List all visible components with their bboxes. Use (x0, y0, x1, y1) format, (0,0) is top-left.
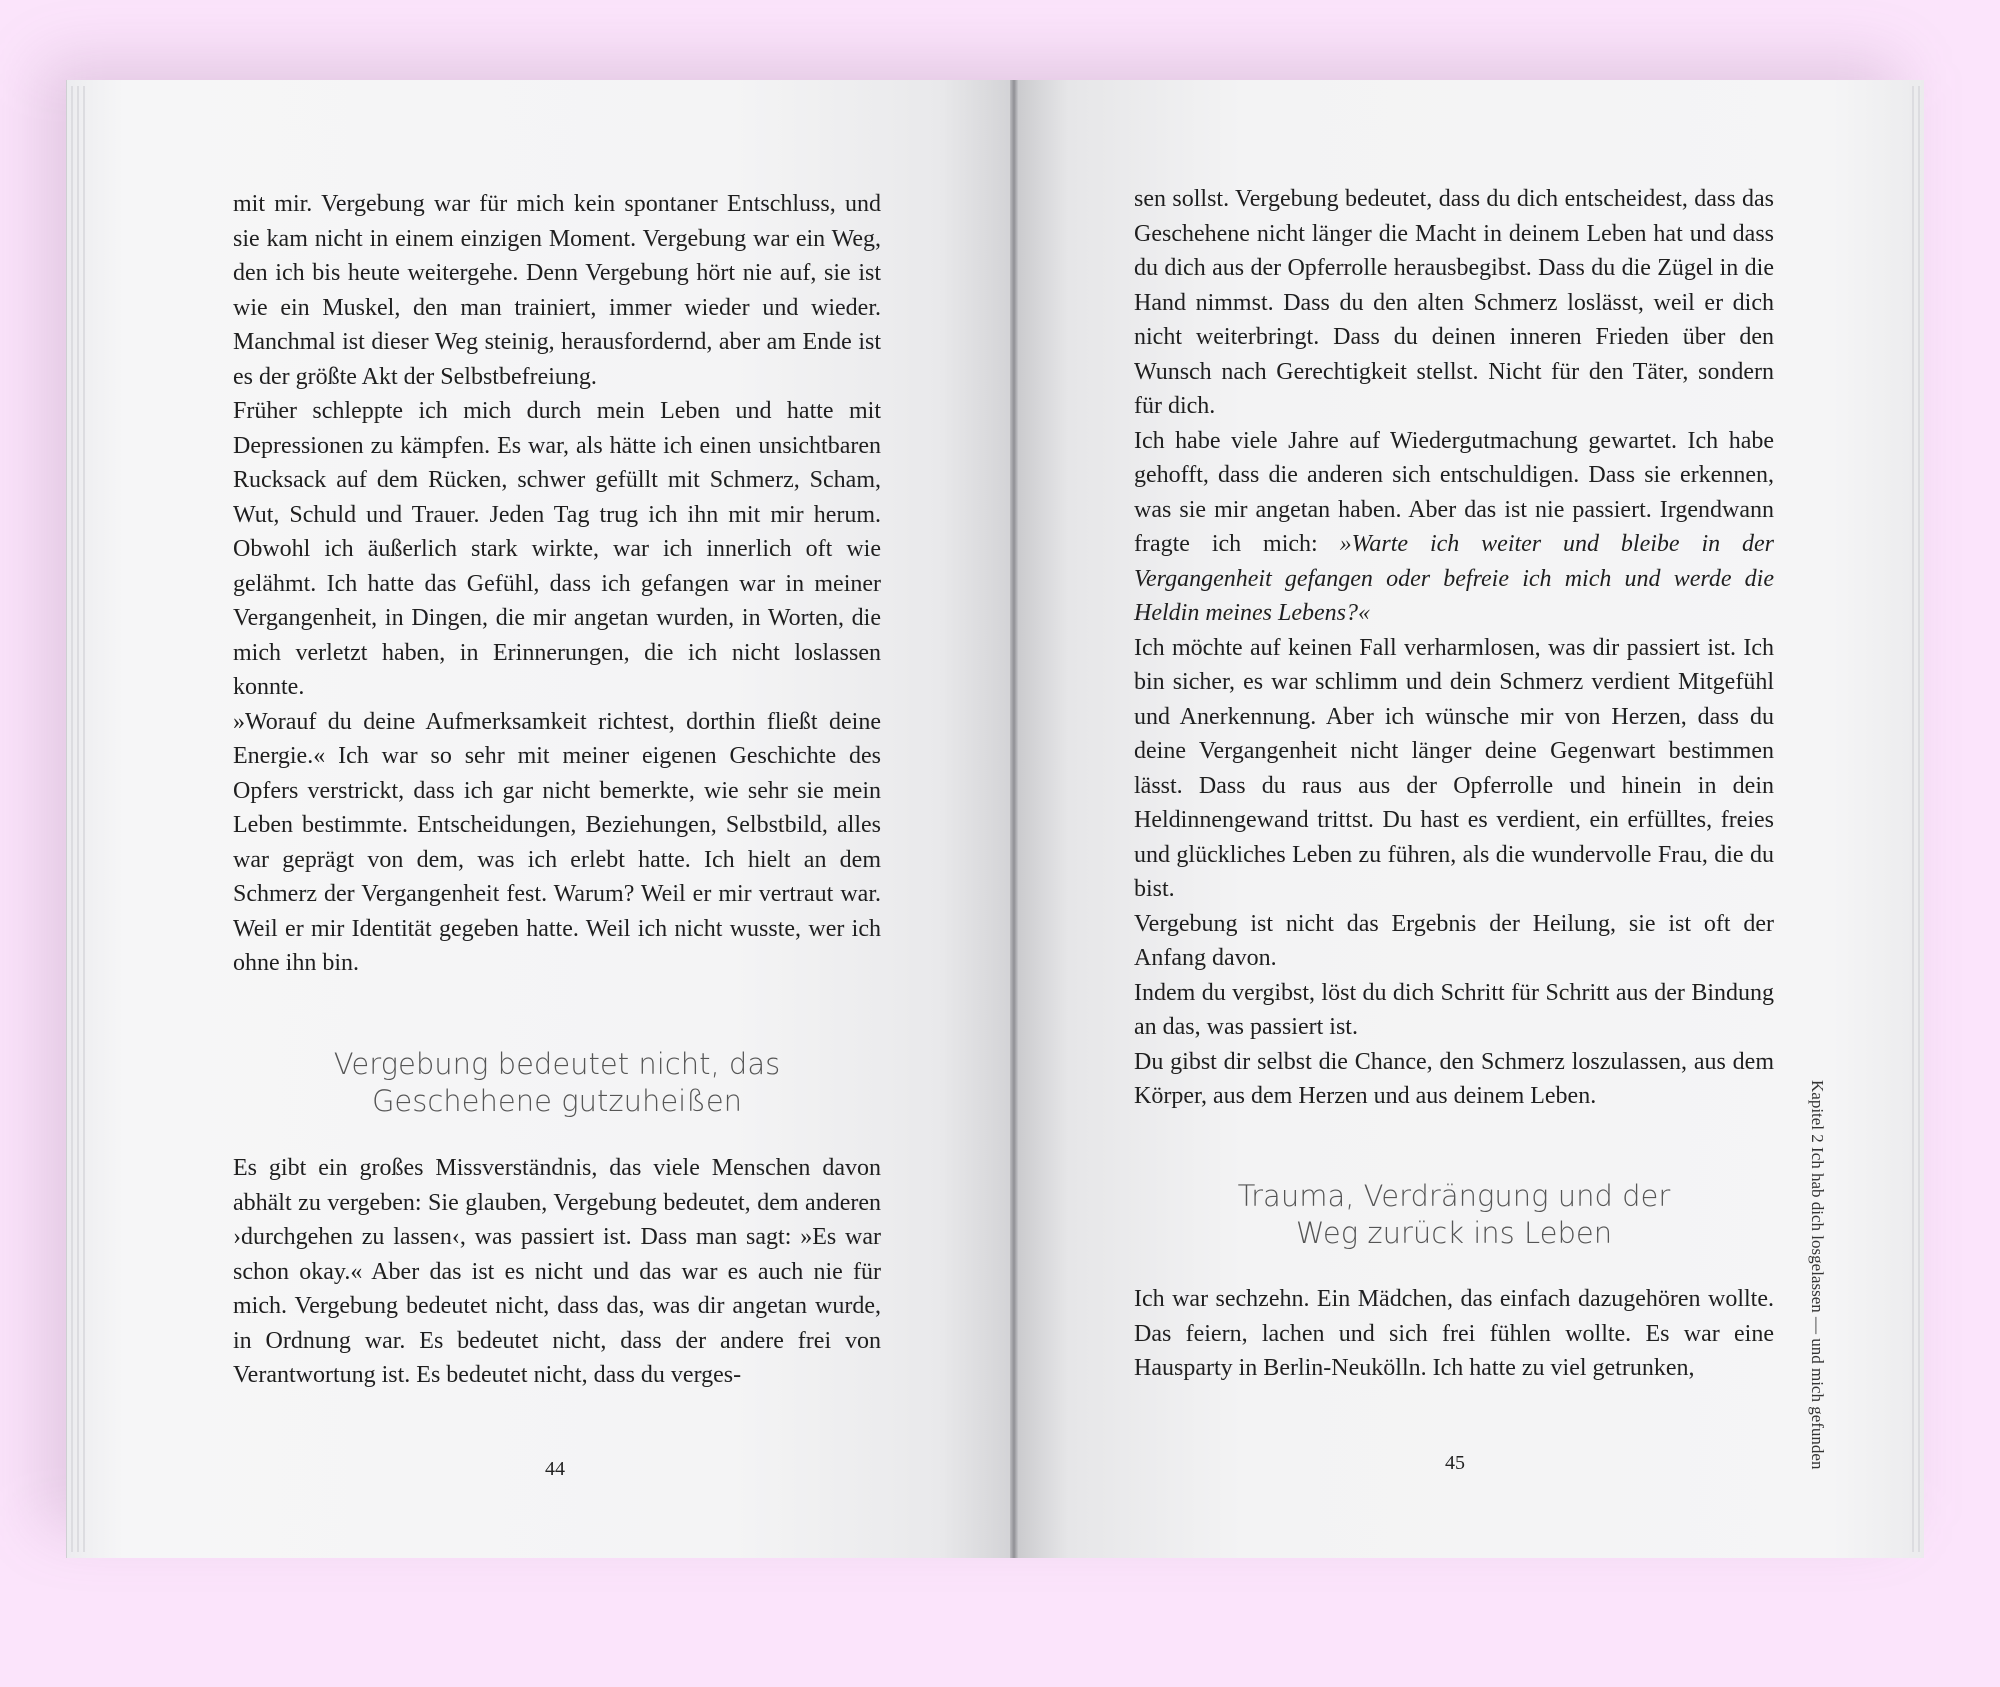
paragraph-text: Ich habe viele Jahre auf Wiedergutmachung gewartet. Ich habe gehofft, dass die anderen sich entschuldigen. Dass sie erkennen, was sie mir angetan haben. Aber das ist nie passiert. Irgendwann fragte ich mich: (1134, 427, 1774, 557)
paragraph: »Worauf du deine Aufmerksamkeit richtest, dorthin fließt deine Energie.« Ich war so sehr mit meiner eigenen Geschichte des Opfers verstrickt, dass ich gar nicht bemerkte, wie sehr sie mein Leben bestimmte. Entscheidungen, Beziehungen, Selbstbild, alles war geprägt von dem, was ich erlebt hatte. Ich hielt an dem Schmerz der Vergangenheit fest. Warum? Weil er mir vertraut war. Weil er mir Identität gegeben hatte. Weil ich nicht wusste, wer ich ohne ihn bin. (233, 708, 881, 976)
right-body-bottom (1134, 1282, 1774, 1386)
paragraph: Ich war sechzehn. Ein Mädchen, das einfach dazugehören wollte. Das feiern, lachen und sich frei fühlen wollte. Es war eine Hausparty in Berlin-Neukölln. Ich hatte zu viel getrunken, (1134, 1286, 1774, 1381)
left-body-bottom (233, 1151, 881, 1393)
page-edge (1912, 86, 1914, 1552)
open-book (66, 80, 1924, 1558)
section-heading (233, 1046, 881, 1120)
italic-quote: »Warte ich weiter und bleibe in der Vergangenheit gefangen oder befreie ich mich und werde die Heldin meines Lebens?« (1134, 531, 1775, 626)
section-heading (1134, 1178, 1774, 1252)
page-edge (71, 86, 73, 1552)
paragraph: Früher schleppte ich mich durch mein Leben und hatte mit Depressionen zu kämpfen. Es war, als hätte ich einen unsichtbaren Rucksack auf dem Rücken, schwer gefüllt mit Schmerz, Scham, Wut, Schuld und Trauer. Jeden Tag trug ich ihn mit mir herum. Obwohl ich äußerlich stark wirkte, war ich innerlich oft wie gelähmt. Ich hatte das Gefühl, dass ich gefangen war in meiner Vergangenheit, in Dingen, die mir angetan wurden, in Worten, die mich verletzt haben, in Erinnerungen, die ich nicht loslassen konnte. (233, 398, 881, 700)
left-body-top (233, 187, 881, 981)
left-page (66, 80, 1015, 1558)
page-number: 44 (545, 1458, 565, 1480)
page-edge (1918, 86, 1920, 1552)
right-page (1014, 80, 1924, 1558)
heading-line: Weg zurück ins Leben (1295, 1216, 1613, 1250)
page-edge (83, 86, 85, 1552)
paragraph-with-quote (1134, 424, 1774, 631)
paragraph: Indem du vergibst, löst du dich Schritt für Schritt aus der Bindung an das, was passiert ist. (1134, 979, 1774, 1040)
heading-line: Vergebung bedeutet nicht, das (333, 1047, 781, 1081)
running-header: Kapitel 2 Ich hab dich losgelassen — und mich gefunden (1808, 1080, 1827, 1470)
paragraph: Vergebung ist nicht das Ergebnis der Heilung, sie ist oft der Anfang davon. (1134, 910, 1774, 971)
page-edge (77, 86, 79, 1552)
heading-line: Trauma, Verdrängung und der (1237, 1179, 1671, 1213)
heading-line: Geschehene gutzuheißen (371, 1084, 743, 1118)
paragraph: Du gibst dir selbst die Chance, den Schmerz loszulassen, aus dem Körper, aus dem Herzen und aus deinem Leben. (1134, 1048, 1774, 1109)
book-spine (1010, 80, 1018, 1558)
right-body-top (1134, 182, 1774, 1114)
paragraph: mit mir. Vergebung war für mich kein spontaner Entschluss, und sie kam nicht in einem einzigen Moment. Vergebung war ein Weg, den ich bis heute weitergehe. Denn Vergebung hört nie auf, sie ist wie ein Muskel, den man trainiert, immer wieder und wieder. Manchmal ist dieser Weg steinig, herausfordernd, aber am Ende ist es der größte Akt der Selbstbefreiung. (233, 191, 881, 390)
paragraph: Ich möchte auf keinen Fall verharmlosen, was dir passiert ist. Ich bin sicher, es war schlimm und dein Schmerz verdient Mitgefühl und Anerkennung. Aber ich wünsche mir von Herzen, dass du deine Vergangenheit nicht länger deine Gegenwart bestimmen lässt. Dass du raus aus der Opferrolle und hinein in dein Heldinnengewand trittst. Du hast es verdient, ein erfülltes, freies und glückliches Leben zu führen, als die wundervolle Frau, die du bist. (1134, 634, 1774, 902)
paragraph: sen sollst. Vergebung bedeutet, dass du dich entscheidest, dass das Geschehene nicht länger die Macht in deinem Leben hat und dass du dich aus der Opferrolle herausbegibst. Dass du die Zügel in die Hand nimmst. Dass du den alten Schmerz loslässt, weil er dich nicht weiterbringt. Dass du deinen inneren Frieden über den Wunsch nach Gerechtigkeit stellst. Nicht für den Täter, sondern für dich. (1134, 186, 1774, 419)
page-number: 45 (1445, 1452, 1465, 1474)
paragraph: Es gibt ein großes Missverständnis, das viele Menschen davon abhält zu vergeben: Sie glauben, Vergebung bedeutet, dem anderen ›durchgehen zu lassen‹, was passiert ist. Dass man sagt: »Es war schon okay.« Aber das ist es nicht und das war es auch nie für mich. Vergebung bedeutet nicht, dass das, was dir angetan wurde, in Ordnung war. Es bedeutet nicht, dass der andere frei von Verantwortung ist. Es bedeutet nicht, dass du verges- (233, 1155, 881, 1388)
